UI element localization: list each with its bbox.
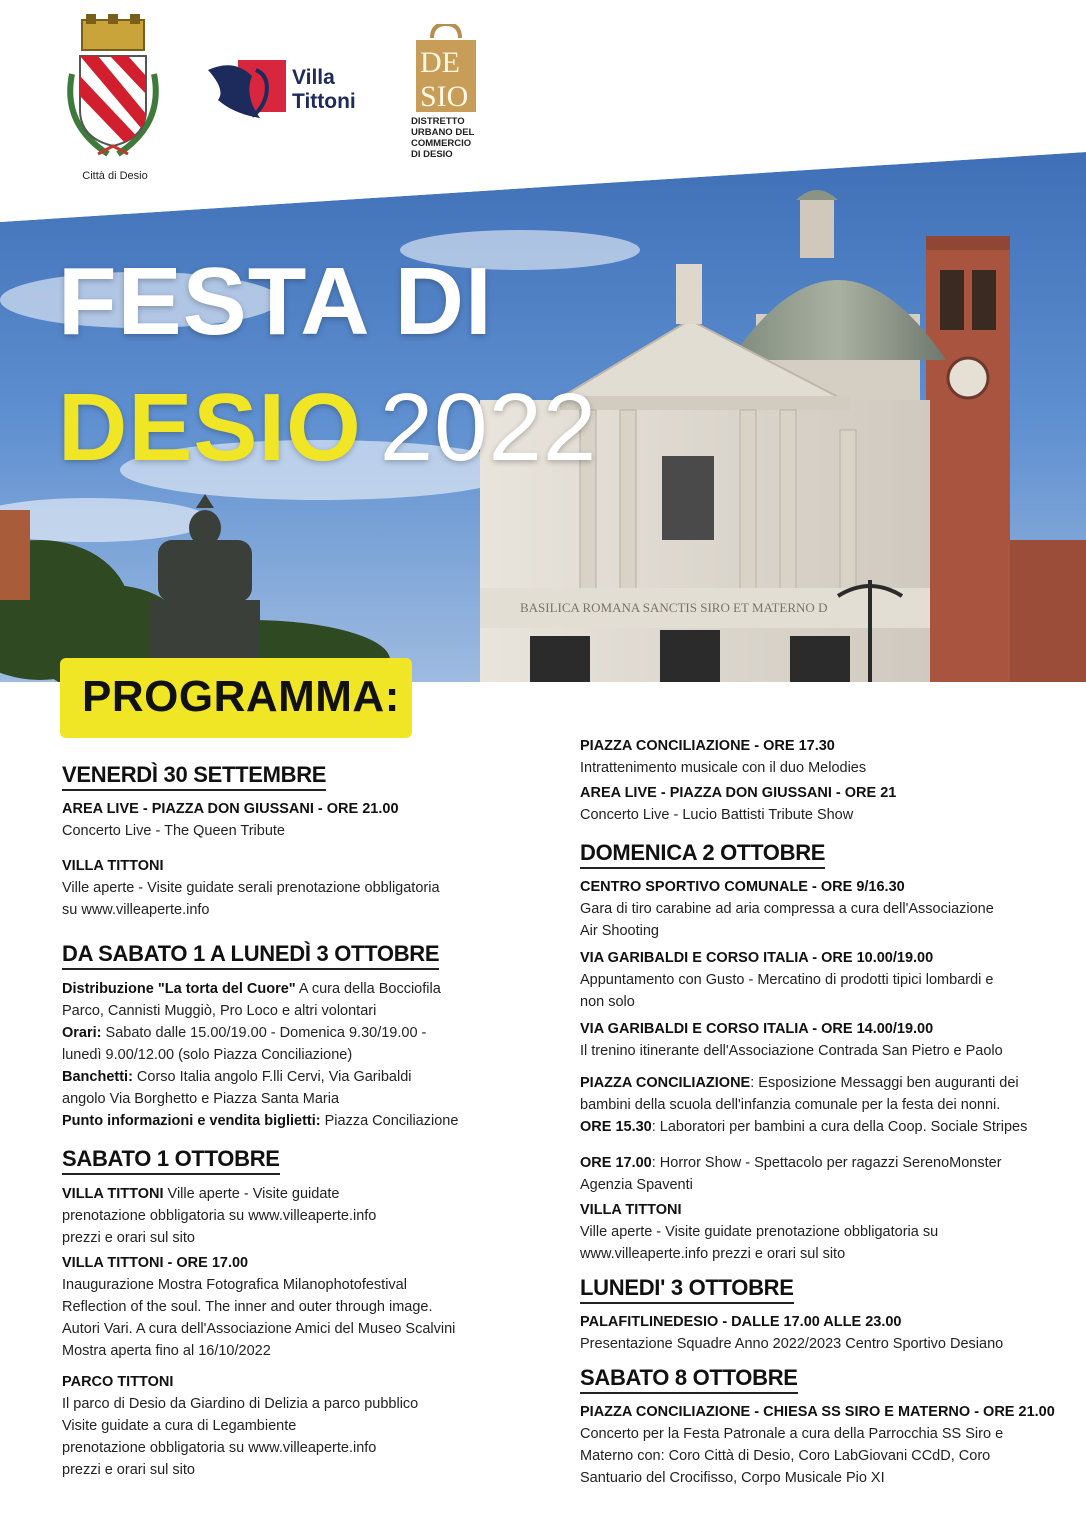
desio-line: COMMERCIO — [411, 138, 472, 149]
day-heading: LUNEDI' 3 OTTOBRE — [580, 1275, 794, 1304]
city-caption: Città di Desio — [82, 170, 148, 182]
event — [580, 1312, 1070, 1355]
event-text: prezzi e orari sul sito — [62, 1462, 195, 1478]
event-text: su www.villeaperte.info — [62, 902, 210, 918]
villa-tittoni-name — [292, 66, 356, 114]
event-heading: VILLA TITTONI — [580, 1202, 682, 1218]
event — [580, 1402, 1070, 1489]
event-text: prenotazione obbligatoria su www.villeaperte.info — [62, 1440, 377, 1456]
title-desio-2022 — [58, 374, 598, 481]
event-text: Air Shooting — [580, 923, 659, 939]
desio-line: DISTRETTO — [411, 116, 465, 127]
event-heading: VILLA TITTONI - ORE 17.00 — [62, 1255, 249, 1271]
event-text: Agenzia Spaventi — [580, 1177, 693, 1193]
event — [62, 978, 532, 1132]
event-text: : Laboratori per bambini a cura della Coop. Sociale Stripes — [651, 1119, 1028, 1135]
desio-line: URBANO DEL — [411, 127, 475, 138]
event — [62, 799, 532, 842]
event-label: Banchetti: — [62, 1069, 133, 1085]
event-heading: VILLA TITTONI — [62, 858, 164, 874]
event-heading: VIA GARIBALDI E CORSO ITALIA - ORE 14.00/19.00 — [580, 1021, 934, 1037]
event-label: ORE 15.30 — [580, 1119, 652, 1135]
event-label: ORE 17.00 — [580, 1155, 652, 1171]
desio-line: DI DESIO — [411, 149, 453, 160]
event-text: Materno con: Coro Città di Desio, Coro LabGiovani CCdD, Coro — [580, 1448, 991, 1464]
event-text: Ville aperte - Visite guidate prenotazione obbligatoria su — [580, 1224, 939, 1240]
event-text: www.villeaperte.info prezzi e orari sul sito — [580, 1246, 846, 1262]
event — [62, 1372, 532, 1481]
event-heading: AREA LIVE - PIAZZA DON GIUSSANI - ORE 21 — [580, 785, 897, 801]
title-festa-di: FESTA DI — [58, 248, 493, 355]
event-heading: CENTRO SPORTIVO COMUNALE - ORE 9/16.30 — [580, 879, 905, 895]
event-text: Concerto Live - Lucio Battisti Tribute Show — [580, 807, 854, 823]
city-coat-of-arms-icon — [58, 14, 168, 164]
desio-district-text — [411, 116, 521, 160]
day-heading: SABATO 1 OTTOBRE — [62, 1146, 280, 1175]
event — [580, 1072, 1070, 1138]
event-label: PIAZZA CONCILIAZIONE — [580, 1075, 751, 1091]
programma-badge — [60, 658, 412, 738]
event-heading: PIAZZA CONCILIAZIONE - CHIESA SS SIRO E MATERNO - ORE 21.00 — [580, 1404, 1055, 1420]
event-text: Sabato dalle 15.00/19.00 - Domenica 9.30/19.00 - — [101, 1025, 427, 1041]
event-text: : Esposizione Messaggi ben auguranti dei — [750, 1075, 1019, 1091]
event-text: angolo Via Borghetto e Piazza Santa Maria — [62, 1091, 340, 1107]
event-text: Santuario del Crocifisso, Corpo Musicale Pio XI — [580, 1470, 885, 1486]
title-desio: DESIO — [58, 374, 362, 481]
event — [580, 1019, 1070, 1062]
event — [580, 1152, 1070, 1196]
event — [580, 948, 1070, 1013]
event-heading: PARCO TITTONI — [62, 1374, 174, 1390]
event-label: Orari: — [62, 1025, 102, 1041]
villa-name-line2: Tittoni — [292, 90, 356, 113]
event-text: Appuntamento con Gusto - Mercatino di prodotti tipici lombardi e — [580, 972, 994, 988]
event-label: VILLA TITTONI — [62, 1186, 164, 1202]
event-heading: VIA GARIBALDI E CORSO ITALIA - ORE 10.00/19.00 — [580, 950, 934, 966]
event — [62, 1253, 532, 1362]
event-text: Concerto Live - The Queen Tribute — [62, 823, 285, 839]
event-text: Piazza Conciliazione — [320, 1113, 459, 1129]
day-heading: SABATO 8 OTTOBRE — [580, 1365, 798, 1394]
event-text: Ville aperte - Visite guidate — [163, 1186, 340, 1202]
event — [62, 1183, 532, 1249]
svg-text:SIO: SIO — [420, 80, 469, 113]
event-text: : Horror Show - Spettacolo per ragazzi SerenoMonster — [651, 1155, 1002, 1171]
day-heading: DOMENICA 2 OTTOBRE — [580, 840, 825, 869]
event-text: A cura della Bocciofila — [295, 981, 441, 997]
facade-inscription: BASILICA ROMANA SANCTIS SIRO ET MATERNO D — [520, 600, 828, 615]
villa-name-line1: Villa — [292, 66, 335, 89]
day-heading: VENERDÌ 30 SETTEMBRE — [62, 762, 326, 791]
event-label: Punto informazioni e vendita biglietti: — [62, 1113, 321, 1129]
event-text: Parco, Cannisti Muggiò, Pro Loco e altri volontari — [62, 1003, 377, 1019]
event-text: Corso Italia angolo F.lli Cervi, Via Garibaldi — [132, 1069, 412, 1085]
event-text: bambini della scuola dell'infanzia comunale per la festa dei nonni. — [580, 1097, 1001, 1113]
event-text: Il trenino itinerante dell'Associazione Contrada San Pietro e Paolo — [580, 1043, 1003, 1059]
event-text: Concerto per la Festa Patronale a cura della Parrocchia SS Siro e — [580, 1426, 1004, 1442]
event-text: Mostra aperta fino al 16/10/2022 — [62, 1343, 271, 1359]
event — [580, 877, 1070, 942]
title-year: 2022 — [379, 374, 598, 481]
event-text: Il parco di Desio da Giardino di Delizia a parco pubblico — [62, 1396, 419, 1412]
event-text: Presentazione Squadre Anno 2022/2023 Centro Sportivo Desiano — [580, 1336, 1004, 1352]
event-text: prezzi e orari sul sito — [62, 1230, 195, 1246]
event-heading: PALAFITLINEDESIO - DALLE 17.00 ALLE 23.00 — [580, 1314, 902, 1330]
event — [580, 736, 1070, 779]
day-heading: DA SABATO 1 A LUNEDÌ 3 OTTOBRE — [62, 941, 439, 970]
event-text: lunedì 9.00/12.00 (solo Piazza Conciliazione) — [62, 1047, 353, 1063]
program-right-column — [580, 736, 1070, 1499]
event-text: prenotazione obbligatoria su www.villeaperte.info — [62, 1208, 377, 1224]
event-heading: PIAZZA CONCILIAZIONE - ORE 17.30 — [580, 738, 835, 754]
program-left-column — [62, 762, 532, 1491]
header-logos — [0, 0, 1086, 200]
event-text: non solo — [580, 994, 635, 1010]
event-text: Visite guidate a cura di Legambiente — [62, 1418, 297, 1434]
event — [580, 783, 1070, 826]
event-text: Autori Vari. A cura dell'Associazione Amici del Museo Scalvini — [62, 1321, 456, 1337]
programma-label: PROGRAMMA: — [82, 672, 400, 721]
event-text: Inaugurazione Mostra Fotografica Milanophotofestival — [62, 1277, 407, 1293]
event-text: Gara di tiro carabine ad aria compressa a cura dell'Associazione — [580, 901, 994, 917]
event-text: Reflection of the soul. The inner and outer through image. — [62, 1299, 433, 1315]
event — [580, 1200, 1070, 1265]
svg-text:DE: DE — [420, 46, 460, 79]
event — [62, 856, 532, 921]
event-text: Ville aperte - Visite guidate serali prenotazione obbligatoria — [62, 880, 440, 896]
event-text: Intrattenimento musicale con il duo Melodies — [580, 760, 867, 776]
desio-district-bag-logo-icon — [410, 24, 482, 114]
event-label: Distribuzione "La torta del Cuore" — [62, 981, 296, 997]
event-heading: AREA LIVE - PIAZZA DON GIUSSANI - ORE 21.00 — [62, 801, 399, 817]
